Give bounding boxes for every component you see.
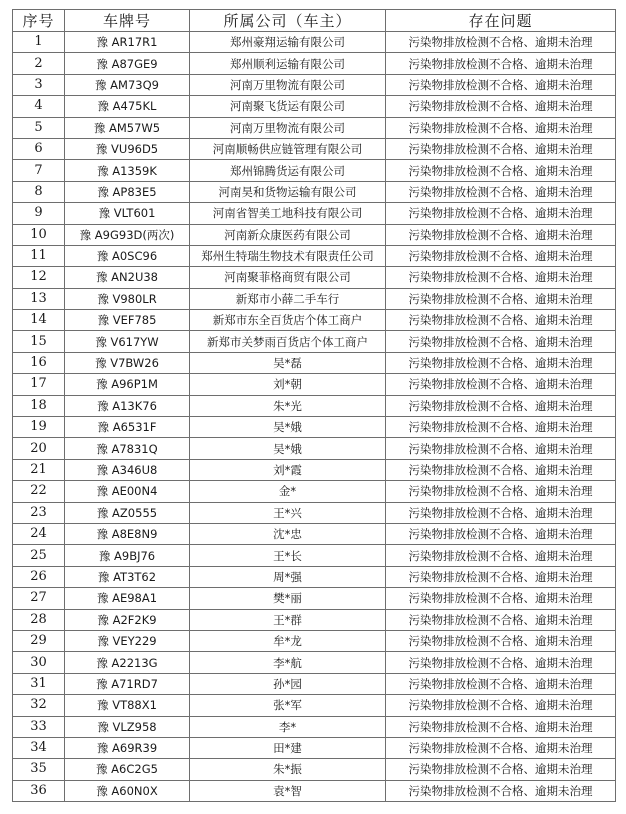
- cell-serial-number: 32: [13, 695, 65, 716]
- cell-plate-number: 豫 AR17R1: [65, 32, 190, 53]
- cell-issue: 污染物排放检测不合格、逾期未治理: [386, 673, 616, 694]
- cell-plate-number: 豫 V617YW: [65, 331, 190, 352]
- cell-serial-number: 27: [13, 588, 65, 609]
- cell-company-owner: 孙*园: [190, 673, 386, 694]
- cell-serial-number: 23: [13, 502, 65, 523]
- cell-issue: 污染物排放检测不合格、逾期未治理: [386, 288, 616, 309]
- table-row: [13, 438, 616, 459]
- cell-company-owner: 张*军: [190, 695, 386, 716]
- cell-serial-number: 2: [13, 53, 65, 74]
- cell-company-owner: 河南新众康医药有限公司: [190, 224, 386, 245]
- cell-plate-number: 豫 AE00N4: [65, 481, 190, 502]
- cell-plate-number: 豫 A96P1M: [65, 374, 190, 395]
- cell-serial-number: 30: [13, 652, 65, 673]
- table-row: [13, 310, 616, 331]
- cell-company-owner: 李*航: [190, 652, 386, 673]
- cell-company-owner: 郑州顺利运输有限公司: [190, 53, 386, 74]
- cell-company-owner: 吴*娥: [190, 438, 386, 459]
- cell-plate-number: 豫 A0SC96: [65, 245, 190, 266]
- cell-issue: 污染物排放检测不合格、逾期未治理: [386, 74, 616, 95]
- cell-issue: 污染物排放检测不合格、逾期未治理: [386, 160, 616, 181]
- cell-company-owner: 王*长: [190, 545, 386, 566]
- table-row: [13, 245, 616, 266]
- cell-plate-number: 豫 A1359K: [65, 160, 190, 181]
- cell-issue: 污染物排放检测不合格、逾期未治理: [386, 417, 616, 438]
- table-row: [13, 352, 616, 373]
- cell-plate-number: 豫 A9BJ76: [65, 545, 190, 566]
- cell-issue: 污染物排放检测不合格、逾期未治理: [386, 224, 616, 245]
- cell-serial-number: 36: [13, 780, 65, 801]
- cell-plate-number: 豫 A60N0X: [65, 780, 190, 801]
- cell-issue: 污染物排放检测不合格、逾期未治理: [386, 53, 616, 74]
- cell-serial-number: 18: [13, 395, 65, 416]
- cell-company-owner: 朱*振: [190, 759, 386, 780]
- cell-company-owner: 新郑市关梦雨百货店个体工商户: [190, 331, 386, 352]
- cell-serial-number: 1: [13, 32, 65, 53]
- table-row: [13, 652, 616, 673]
- cell-company-owner: 田*建: [190, 737, 386, 758]
- cell-serial-number: 13: [13, 288, 65, 309]
- cell-serial-number: 31: [13, 673, 65, 694]
- table-row: [13, 374, 616, 395]
- cell-plate-number: 豫 A346U8: [65, 459, 190, 480]
- cell-company-owner: 王*兴: [190, 502, 386, 523]
- table-row: [13, 545, 616, 566]
- cell-company-owner: 河南聚菲格商贸有限公司: [190, 267, 386, 288]
- cell-issue: 污染物排放检测不合格、逾期未治理: [386, 181, 616, 202]
- cell-serial-number: 22: [13, 481, 65, 502]
- cell-serial-number: 25: [13, 545, 65, 566]
- cell-plate-number: 豫 AE98A1: [65, 588, 190, 609]
- cell-plate-number: 豫 VEY229: [65, 630, 190, 651]
- table-row: [13, 523, 616, 544]
- table-row: [13, 588, 616, 609]
- cell-plate-number: 豫 A69R39: [65, 737, 190, 758]
- cell-issue: 污染物排放检测不合格、逾期未治理: [386, 545, 616, 566]
- table-row: [13, 481, 616, 502]
- cell-company-owner: 刘*霞: [190, 459, 386, 480]
- cell-issue: 污染物排放检测不合格、逾期未治理: [386, 138, 616, 159]
- cell-plate-number: 豫 VLZ958: [65, 716, 190, 737]
- cell-company-owner: 郑州豪翔运输有限公司: [190, 32, 386, 53]
- cell-serial-number: 28: [13, 609, 65, 630]
- cell-issue: 污染物排放检测不合格、逾期未治理: [386, 759, 616, 780]
- table-body: [13, 32, 616, 802]
- cell-company-owner: 河南聚飞货运有限公司: [190, 96, 386, 117]
- header-company-owner: 所属公司（车主）: [190, 10, 386, 32]
- cell-company-owner: 郑州生特瑞生物技术有限责任公司: [190, 245, 386, 266]
- cell-plate-number: 豫 VT88X1: [65, 695, 190, 716]
- cell-company-owner: 金*: [190, 481, 386, 502]
- header-serial-number: 序号: [13, 10, 65, 32]
- cell-serial-number: 8: [13, 181, 65, 202]
- cell-serial-number: 16: [13, 352, 65, 373]
- cell-issue: 污染物排放检测不合格、逾期未治理: [386, 630, 616, 651]
- table-row: [13, 459, 616, 480]
- cell-company-owner: 刘*朝: [190, 374, 386, 395]
- cell-company-owner: 吴*娥: [190, 417, 386, 438]
- cell-serial-number: 21: [13, 459, 65, 480]
- cell-company-owner: 朱*光: [190, 395, 386, 416]
- table-row: [13, 395, 616, 416]
- cell-company-owner: 河南顺畅供应链管理有限公司: [190, 138, 386, 159]
- cell-issue: 污染物排放检测不合格、逾期未治理: [386, 374, 616, 395]
- cell-serial-number: 33: [13, 716, 65, 737]
- cell-plate-number: 豫 AN2U38: [65, 267, 190, 288]
- cell-issue: 污染物排放检测不合格、逾期未治理: [386, 32, 616, 53]
- cell-company-owner: 吴*磊: [190, 352, 386, 373]
- cell-issue: 污染物排放检测不合格、逾期未治理: [386, 588, 616, 609]
- cell-issue: 污染物排放检测不合格、逾期未治理: [386, 203, 616, 224]
- table-row: [13, 566, 616, 587]
- cell-serial-number: 35: [13, 759, 65, 780]
- cell-serial-number: 26: [13, 566, 65, 587]
- table-row: [13, 267, 616, 288]
- cell-issue: 污染物排放检测不合格、逾期未治理: [386, 566, 616, 587]
- cell-plate-number: 豫 A87GE9: [65, 53, 190, 74]
- table-row: [13, 417, 616, 438]
- cell-plate-number: 豫 A2F2K9: [65, 609, 190, 630]
- table-row: [13, 673, 616, 694]
- cell-plate-number: 豫 V980LR: [65, 288, 190, 309]
- cell-company-owner: 新郑市东全百货店个体工商户: [190, 310, 386, 331]
- cell-plate-number: 豫 AT3T62: [65, 566, 190, 587]
- table-row: [13, 96, 616, 117]
- cell-serial-number: 7: [13, 160, 65, 181]
- cell-company-owner: 河南万里物流有限公司: [190, 74, 386, 95]
- table-row: [13, 203, 616, 224]
- cell-serial-number: 24: [13, 523, 65, 544]
- table-row: [13, 780, 616, 801]
- cell-serial-number: 11: [13, 245, 65, 266]
- cell-issue: 污染物排放检测不合格、逾期未治理: [386, 117, 616, 138]
- table-row: [13, 630, 616, 651]
- cell-company-owner: 周*强: [190, 566, 386, 587]
- cell-issue: 污染物排放检测不合格、逾期未治理: [386, 352, 616, 373]
- cell-issue: 污染物排放检测不合格、逾期未治理: [386, 438, 616, 459]
- table-row: [13, 502, 616, 523]
- table-row: [13, 288, 616, 309]
- cell-plate-number: 豫 AM57W5: [65, 117, 190, 138]
- cell-plate-number: 豫 A6531F: [65, 417, 190, 438]
- cell-company-owner: 牟*龙: [190, 630, 386, 651]
- cell-serial-number: 9: [13, 203, 65, 224]
- cell-plate-number: 豫 V7BW26: [65, 352, 190, 373]
- cell-serial-number: 5: [13, 117, 65, 138]
- cell-serial-number: 17: [13, 374, 65, 395]
- cell-issue: 污染物排放检测不合格、逾期未治理: [386, 716, 616, 737]
- cell-issue: 污染物排放检测不合格、逾期未治理: [386, 459, 616, 480]
- cell-issue: 污染物排放检测不合格、逾期未治理: [386, 652, 616, 673]
- table-row: [13, 181, 616, 202]
- cell-company-owner: 樊*丽: [190, 588, 386, 609]
- table-row: [13, 160, 616, 181]
- cell-company-owner: 王*群: [190, 609, 386, 630]
- table-row: [13, 716, 616, 737]
- cell-issue: 污染物排放检测不合格、逾期未治理: [386, 481, 616, 502]
- cell-plate-number: 豫 A13K76: [65, 395, 190, 416]
- cell-plate-number: 豫 A7831Q: [65, 438, 190, 459]
- header-plate-number: 车牌号: [65, 10, 190, 32]
- cell-company-owner: 袁*智: [190, 780, 386, 801]
- cell-serial-number: 19: [13, 417, 65, 438]
- cell-issue: 污染物排放检测不合格、逾期未治理: [386, 331, 616, 352]
- table-row: [13, 224, 616, 245]
- cell-serial-number: 14: [13, 310, 65, 331]
- cell-issue: 污染物排放检测不合格、逾期未治理: [386, 609, 616, 630]
- cell-company-owner: 河南万里物流有限公司: [190, 117, 386, 138]
- table-row: [13, 138, 616, 159]
- cell-plate-number: 豫 AM73Q9: [65, 74, 190, 95]
- cell-issue: 污染物排放检测不合格、逾期未治理: [386, 245, 616, 266]
- cell-issue: 污染物排放检测不合格、逾期未治理: [386, 267, 616, 288]
- cell-serial-number: 15: [13, 331, 65, 352]
- cell-serial-number: 4: [13, 96, 65, 117]
- cell-issue: 污染物排放检测不合格、逾期未治理: [386, 395, 616, 416]
- cell-company-owner: 河南省智美工地科技有限公司: [190, 203, 386, 224]
- cell-plate-number: 豫 VLT601: [65, 203, 190, 224]
- table-row: [13, 695, 616, 716]
- cell-company-owner: 河南昊和货物运输有限公司: [190, 181, 386, 202]
- cell-plate-number: 豫 A6C2G5: [65, 759, 190, 780]
- cell-issue: 污染物排放检测不合格、逾期未治理: [386, 502, 616, 523]
- table-row: [13, 117, 616, 138]
- cell-issue: 污染物排放检测不合格、逾期未治理: [386, 523, 616, 544]
- table-row: [13, 74, 616, 95]
- table-row: [13, 609, 616, 630]
- cell-company-owner: 李*: [190, 716, 386, 737]
- cell-issue: 污染物排放检测不合格、逾期未治理: [386, 310, 616, 331]
- cell-plate-number: 豫 A71RD7: [65, 673, 190, 694]
- table-row: [13, 737, 616, 758]
- cell-company-owner: 郑州锦腾货运有限公司: [190, 160, 386, 181]
- cell-serial-number: 3: [13, 74, 65, 95]
- cell-serial-number: 12: [13, 267, 65, 288]
- cell-plate-number: 豫 VEF785: [65, 310, 190, 331]
- cell-serial-number: 10: [13, 224, 65, 245]
- table-row: [13, 53, 616, 74]
- cell-plate-number: 豫 A475KL: [65, 96, 190, 117]
- cell-serial-number: 20: [13, 438, 65, 459]
- cell-company-owner: 新郑市小薛二手车行: [190, 288, 386, 309]
- cell-serial-number: 29: [13, 630, 65, 651]
- cell-plate-number: 豫 AZ0555: [65, 502, 190, 523]
- cell-company-owner: 沈*忠: [190, 523, 386, 544]
- cell-plate-number: 豫 A2213G: [65, 652, 190, 673]
- header-issue: 存在问题: [386, 10, 616, 32]
- cell-issue: 污染物排放检测不合格、逾期未治理: [386, 96, 616, 117]
- cell-issue: 污染物排放检测不合格、逾期未治理: [386, 695, 616, 716]
- cell-serial-number: 6: [13, 138, 65, 159]
- cell-plate-number: 豫 A8E8N9: [65, 523, 190, 544]
- table-row: [13, 32, 616, 53]
- cell-serial-number: 34: [13, 737, 65, 758]
- cell-plate-number: 豫 AP83E5: [65, 181, 190, 202]
- header-row: [13, 10, 616, 32]
- table-row: [13, 331, 616, 352]
- cell-plate-number: 豫 VU96D5: [65, 138, 190, 159]
- cell-plate-number: 豫 A9G93D(两次): [65, 224, 190, 245]
- table-row: [13, 759, 616, 780]
- cell-issue: 污染物排放检测不合格、逾期未治理: [386, 780, 616, 801]
- violation-table: [12, 9, 616, 802]
- table-header: [13, 10, 616, 32]
- cell-issue: 污染物排放检测不合格、逾期未治理: [386, 737, 616, 758]
